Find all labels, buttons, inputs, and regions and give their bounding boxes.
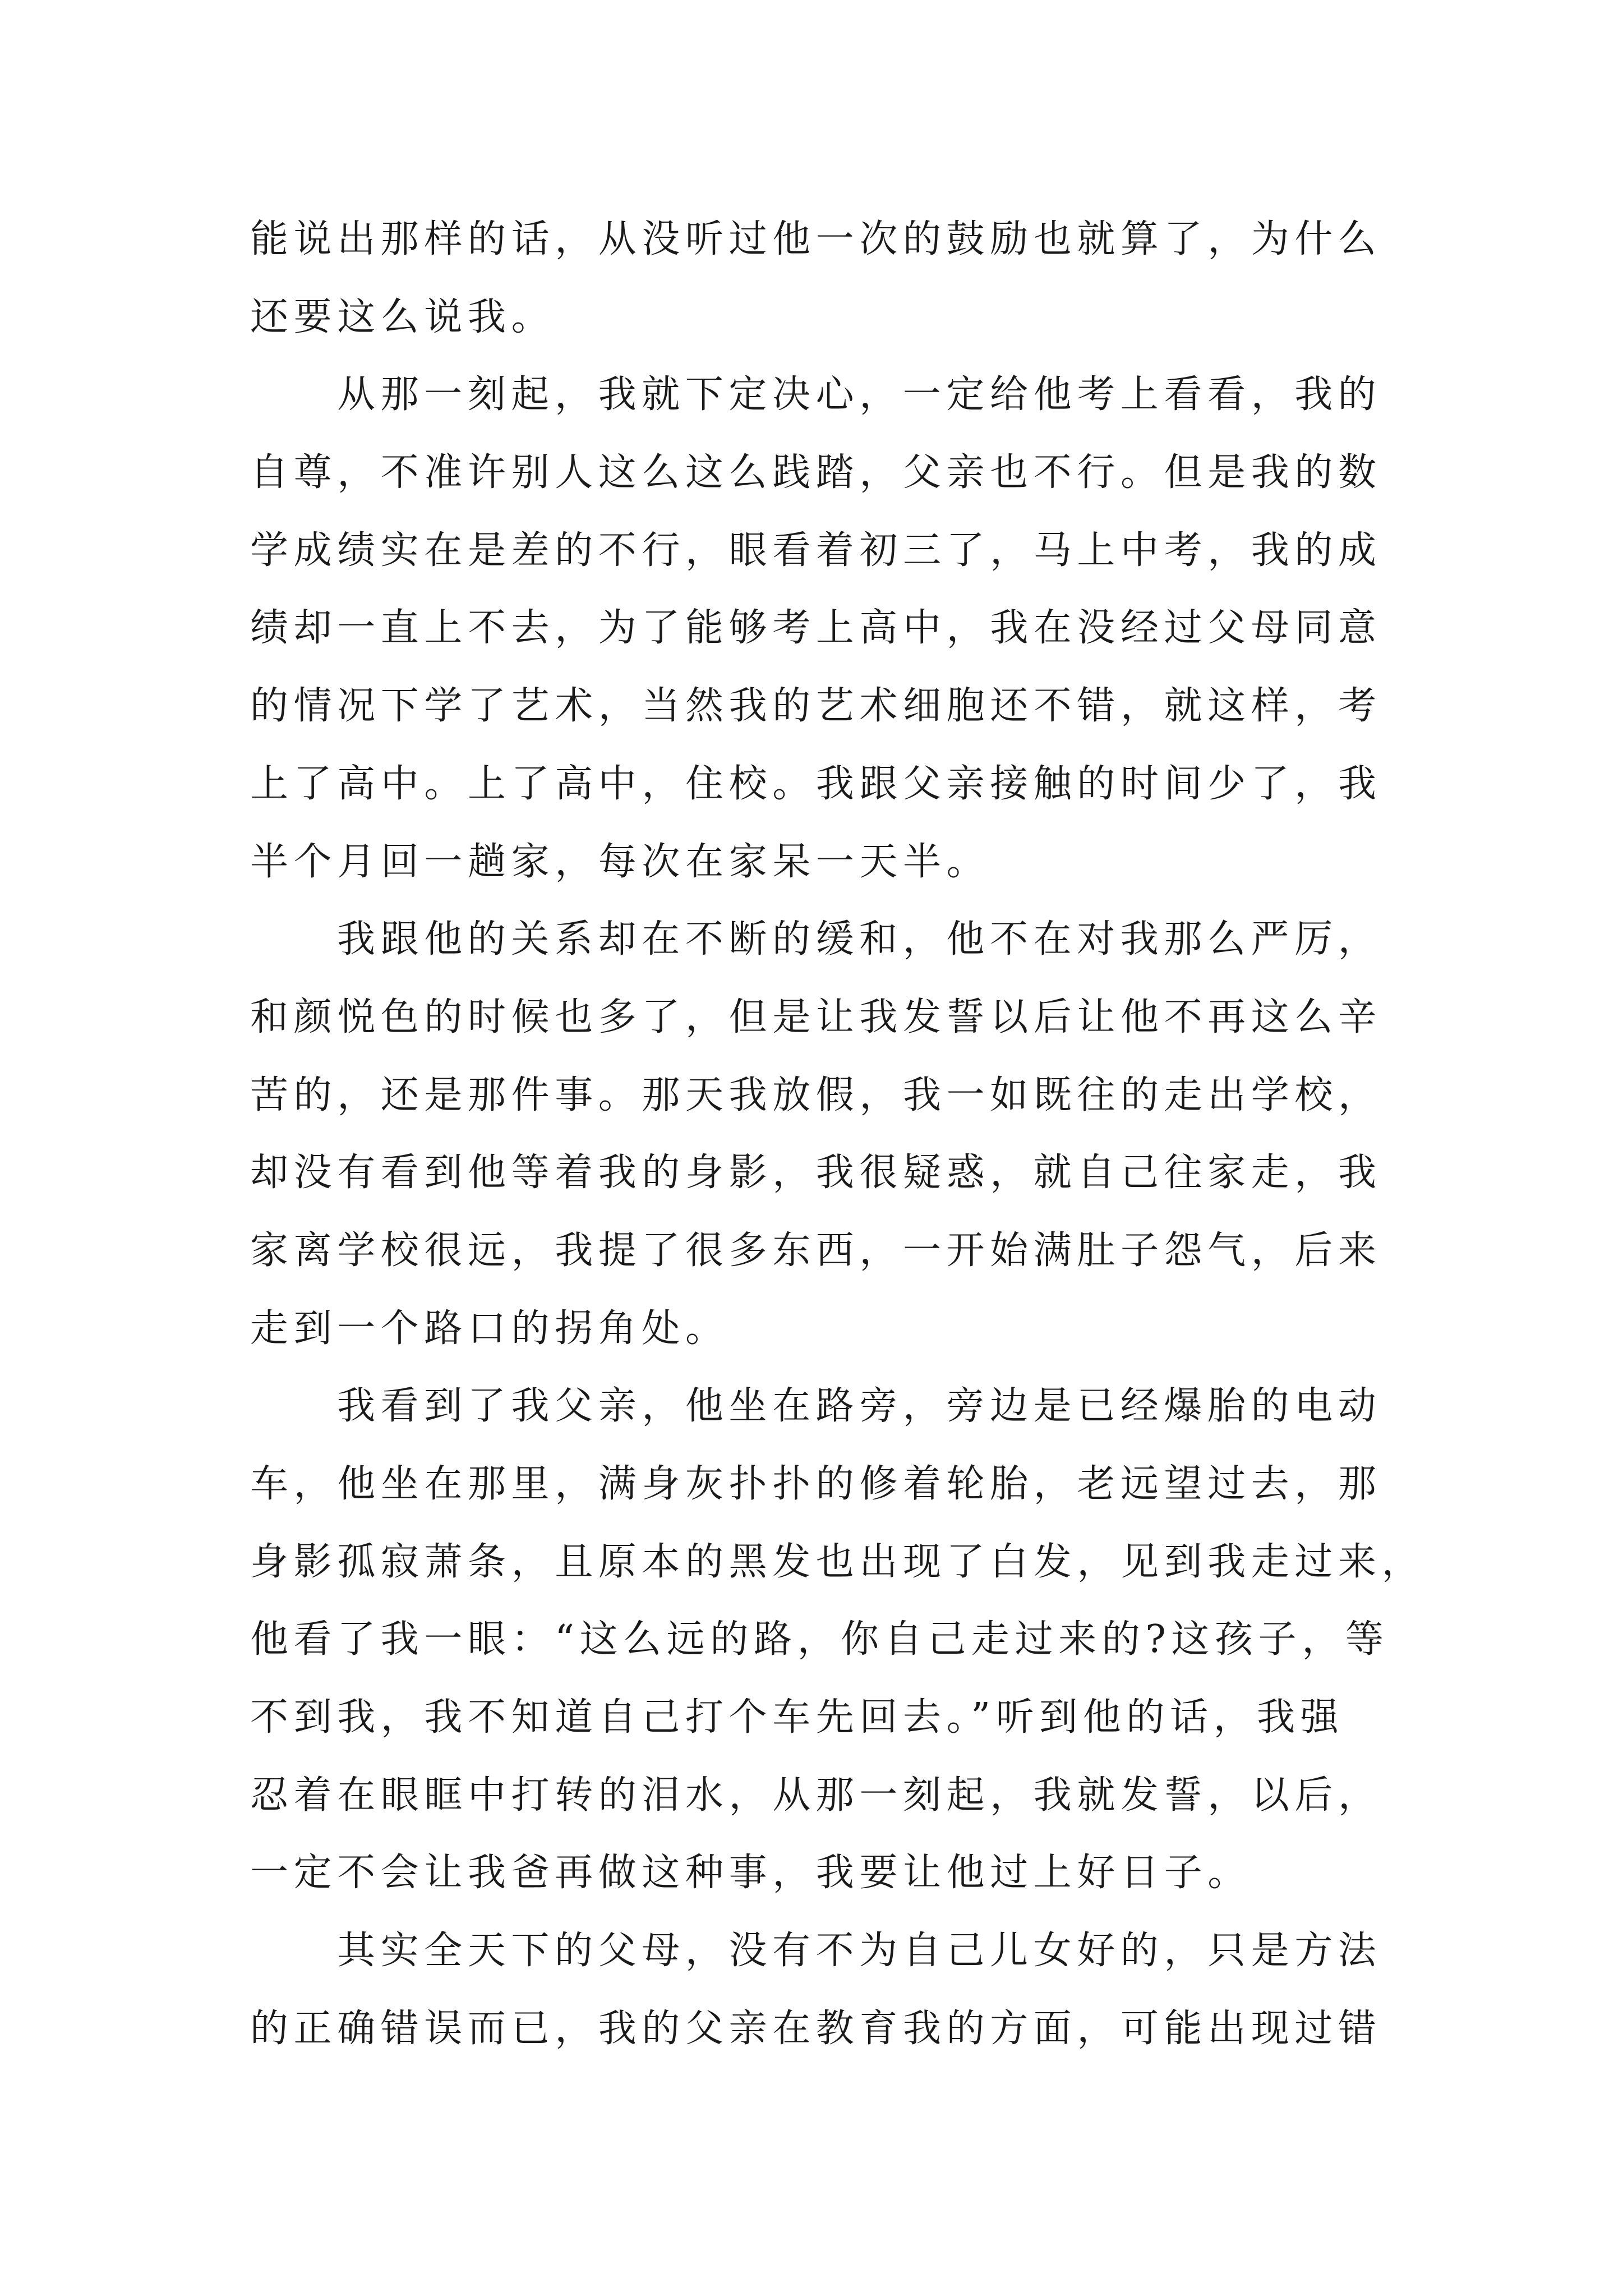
- text-line: 上了高中。上了高中，住校。我跟父亲接触的时间少了，我: [250, 761, 1382, 806]
- text-line: 苦的，还是那件事。那天我放假，我一如既往的走出学校，: [250, 1073, 1382, 1117]
- text-line: 忍着在眼眶中打转的泪水，从那一刻起，我就发誓，以后，: [250, 1773, 1382, 1818]
- text-line: 从那一刻起，我就下定决心，一定给他考上看看，我的: [337, 372, 1382, 417]
- text-line: 走到一个路口的拐角处。: [250, 1306, 729, 1351]
- paragraph: [250, 201, 1382, 356]
- body-text: [250, 201, 1426, 2068]
- text-line: 我跟他的关系却在不断的缓和，他不在对我那么严厉，: [337, 917, 1382, 962]
- text-line: 学成绩实在是差的不行，眼看着初三了，马上中考，我的成: [250, 528, 1382, 573]
- text-line: 却没有看到他等着我的身影，我很疑惑，就自己往家走，我: [250, 1151, 1382, 1195]
- text-line: 的情况下学了艺术，当然我的艺术细胞还不错，就这样，考: [250, 684, 1382, 729]
- text-line: 其实全天下的父母，没有不为自己儿女好的，只是方法: [337, 1929, 1382, 1973]
- text-line: 身影孤寂萧条，且原本的黑发也出现了白发，见到我走过来，: [250, 1539, 1426, 1584]
- text-line: 家离学校很远，我提了很多东西，一开始满肚子怨气，后来: [250, 1228, 1382, 1273]
- text-line: 我看到了我父亲，他坐在路旁，旁边是已经爆胎的电动: [337, 1384, 1382, 1429]
- text-line: 能说出那样的话，从没听过他一次的鼓励也就算了，为什么: [250, 217, 1382, 261]
- paragraph: [250, 356, 1382, 901]
- text-line: 半个月回一趟家，每次在家呆一天半。: [250, 839, 990, 884]
- text-line: 车，他坐在那里，满身灰扑扑的修着轮胎，老远望过去，那: [250, 1462, 1382, 1506]
- paragraph: [250, 901, 1382, 1368]
- paragraph: [250, 1368, 1426, 1912]
- paragraph: [250, 1912, 1382, 2068]
- text-line: 和颜悦色的时候也多了，但是让我发誓以后让他不再这么辛: [250, 995, 1382, 1039]
- text-line: 一定不会让我爸再做这种事，我要让他过上好日子。: [250, 1851, 1251, 1895]
- text-line: 的正确错误而已，我的父亲在教育我的方面，可能出现过错: [250, 2006, 1382, 2051]
- text-line: 不到我，我不知道自己打个车先回去。”听到他的话，我强: [250, 1695, 1344, 1740]
- text-line: 还要这么说我。: [250, 295, 555, 339]
- text-line: 他看了我一眼：“这么远的路，你自己走过来的?这孩子，等: [250, 1617, 1389, 1662]
- text-line: 绩却一直上不去，为了能够考上高中，我在没经过父母同意: [250, 606, 1382, 651]
- text-line: 自尊，不准许别人这么这么践踏，父亲也不行。但是我的数: [250, 450, 1382, 495]
